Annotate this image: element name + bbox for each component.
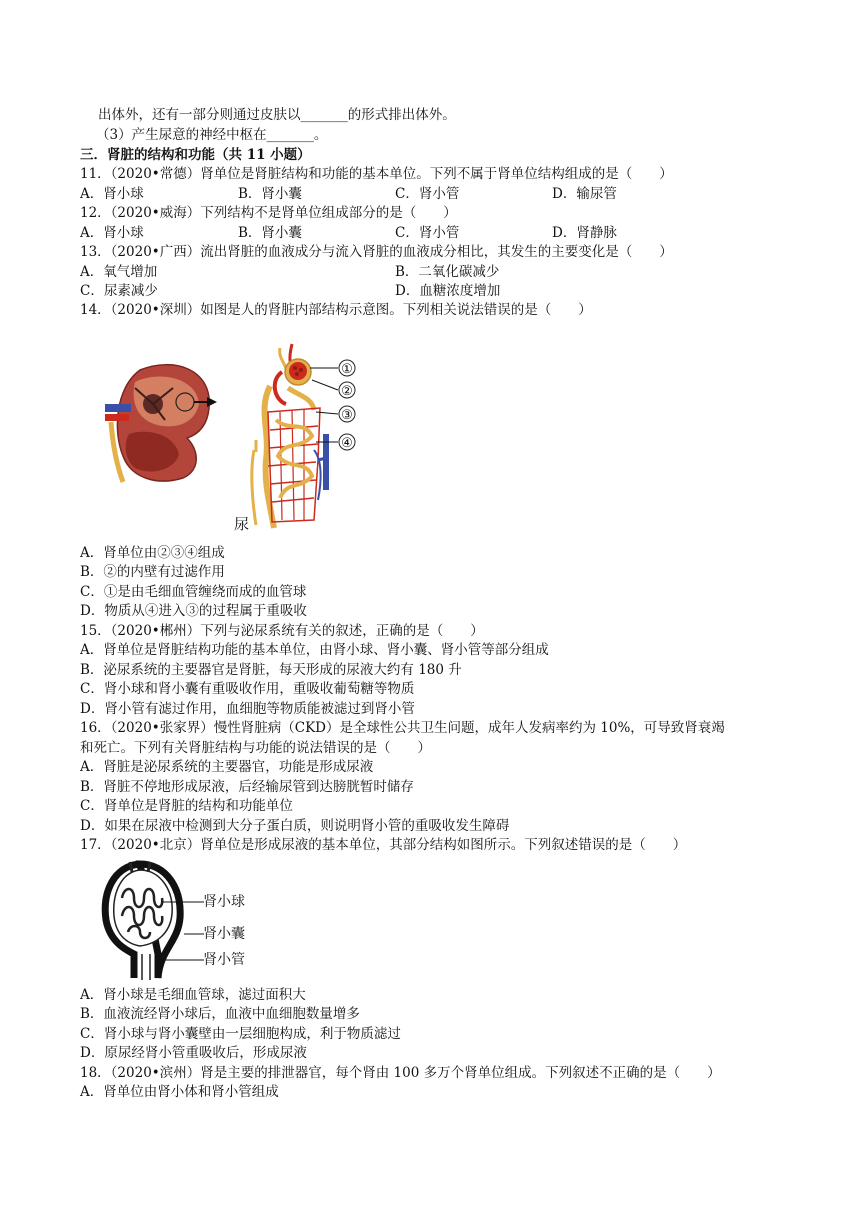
q15-option-a: A．肾单位是肾脏结构功能的基本单位，由肾小球、肾小囊、肾小管等部分组成 [80,642,549,658]
q16-option-b: B．肾脏不停地形成尿液，后经输尿管到达膀胱暂时储存 [80,779,414,795]
q11-option-a: A．肾小球 [80,186,144,202]
q11-stem: 11．（2020•常德）肾单位是肾脏结构和功能的基本单位。下列不属于肾单位结构组成的是（ ） [80,166,673,182]
q17-option-d: D．原尿经肾小管重吸收后，形成尿液 [80,1045,307,1061]
bowman-capsule-label: 肾小囊 [203,926,245,942]
q13-option-d: D．血糖浓度增加 [395,283,501,299]
q16-option-c: C．肾单位是肾脏的结构和功能单位 [80,798,293,814]
renal-tubule-label: 肾小管 [203,952,245,968]
q12-stem: 12．（2020•威海）下列结构不是肾单位组成部分的是（ ） [80,205,457,221]
nephron-label-2: ② [341,384,353,399]
q13-stem: 13．（2020•广西）流出肾脏的血液成分与流入肾脏的血液成分相比，其发生的主要变化是（ ） [80,244,673,260]
q14-option-d: D．物质从④进入③的过程属于重吸收 [80,603,307,619]
kidney-section-figure [105,358,220,483]
q12-option-d: D．肾静脉 [552,225,617,241]
q17-option-a: A．肾小球是毛细血管球，滤过面积大 [80,987,306,1003]
section-title: 三．肾脏的结构和功能（共 11 小题） [80,147,311,163]
q12-option-c: C．肾小管 [395,225,460,241]
q17-option-c: C．肾小球与肾小囊壁由一层细胞构成，利于物质滤过 [80,1026,401,1042]
q17-stem: 17．（2020•北京）肾单位是形成尿液的基本单位，其部分结构如图所示。下列叙述错误的是（ ） [80,837,687,853]
nephron-label-4: ④ [341,436,353,451]
q11-option-d: D．输尿管 [552,186,617,202]
intro-line-1: 出体外，还有一部分则通过皮肤以_______的形式排出体外。 [98,107,456,123]
q13-option-b: B．二氧化碳减少 [395,264,500,280]
q13-option-c: C．尿素减少 [80,283,158,299]
urine-label: 尿 [234,515,250,533]
q13-option-a: A．氧气增加 [80,264,158,280]
q16-option-d: D．如果在尿液中检测到大分子蛋白质，则说明肾小管的重吸收发生障碍 [80,818,510,834]
q12-option-a: A．肾小球 [80,225,144,241]
q18-stem: 18．（2020•滨州）肾是主要的排泄器官，每个肾由 100 多万个肾单位组成。下列叙述不正确的是（ ） [80,1065,721,1081]
arrow-right-icon [207,397,217,407]
intro-line-2: （3）产生尿意的神经中枢在_______。 [96,127,328,143]
glomerulus-label: 肾小球 [203,894,245,910]
q11-option-c: C．肾小管 [395,186,460,202]
q16-option-a: A．肾脏是泌尿系统的主要器官，功能是形成尿液 [80,759,374,775]
q15-option-d: D．肾小管有滤过作用，血细胞等物质能被滤过到肾小管 [80,701,415,717]
q12-option-b: B．肾小囊 [238,225,302,241]
q18-option-a: A．肾单位由肾小体和肾小管组成 [80,1084,279,1100]
q15-stem: 15．（2020•郴州）下列与泌尿系统有关的叙述，正确的是（ ） [80,623,484,639]
q11-option-b: B．肾小囊 [238,186,302,202]
q14-option-a: A．肾单位由②③④组成 [80,545,225,561]
q15-option-c: C．肾小球和肾小囊有重吸收作用，重吸收葡萄糖等物质 [80,681,415,697]
nephron-label-3: ③ [341,408,353,423]
q14-option-c: C．①是由毛细血管缠绕而成的血管球 [80,584,307,600]
q14-stem: 14．（2020•深圳）如图是人的肾脏内部结构示意图。下列相关说法错误的是（ ） [80,302,592,318]
q16-stem-line-2: 和死亡。下列有关肾脏结构与功能的说法错误的是（ ） [80,740,431,756]
q15-option-b: B．泌尿系统的主要器官是肾脏，每天形成的尿液大约有 180 升 [80,662,462,678]
q17-option-b: B．血液流经肾小球后，血液中血细胞数量增多 [80,1006,360,1022]
q14-option-b: B．②的内壁有过滤作用 [80,564,225,580]
q16-stem-line-1: 16．（2020•张家界）慢性肾脏病（CKD）是全球性公共卫生问题，成年人发病率约为 10%，可导致肾衰竭 [80,720,725,736]
nephron-label-1: ① [341,362,353,377]
